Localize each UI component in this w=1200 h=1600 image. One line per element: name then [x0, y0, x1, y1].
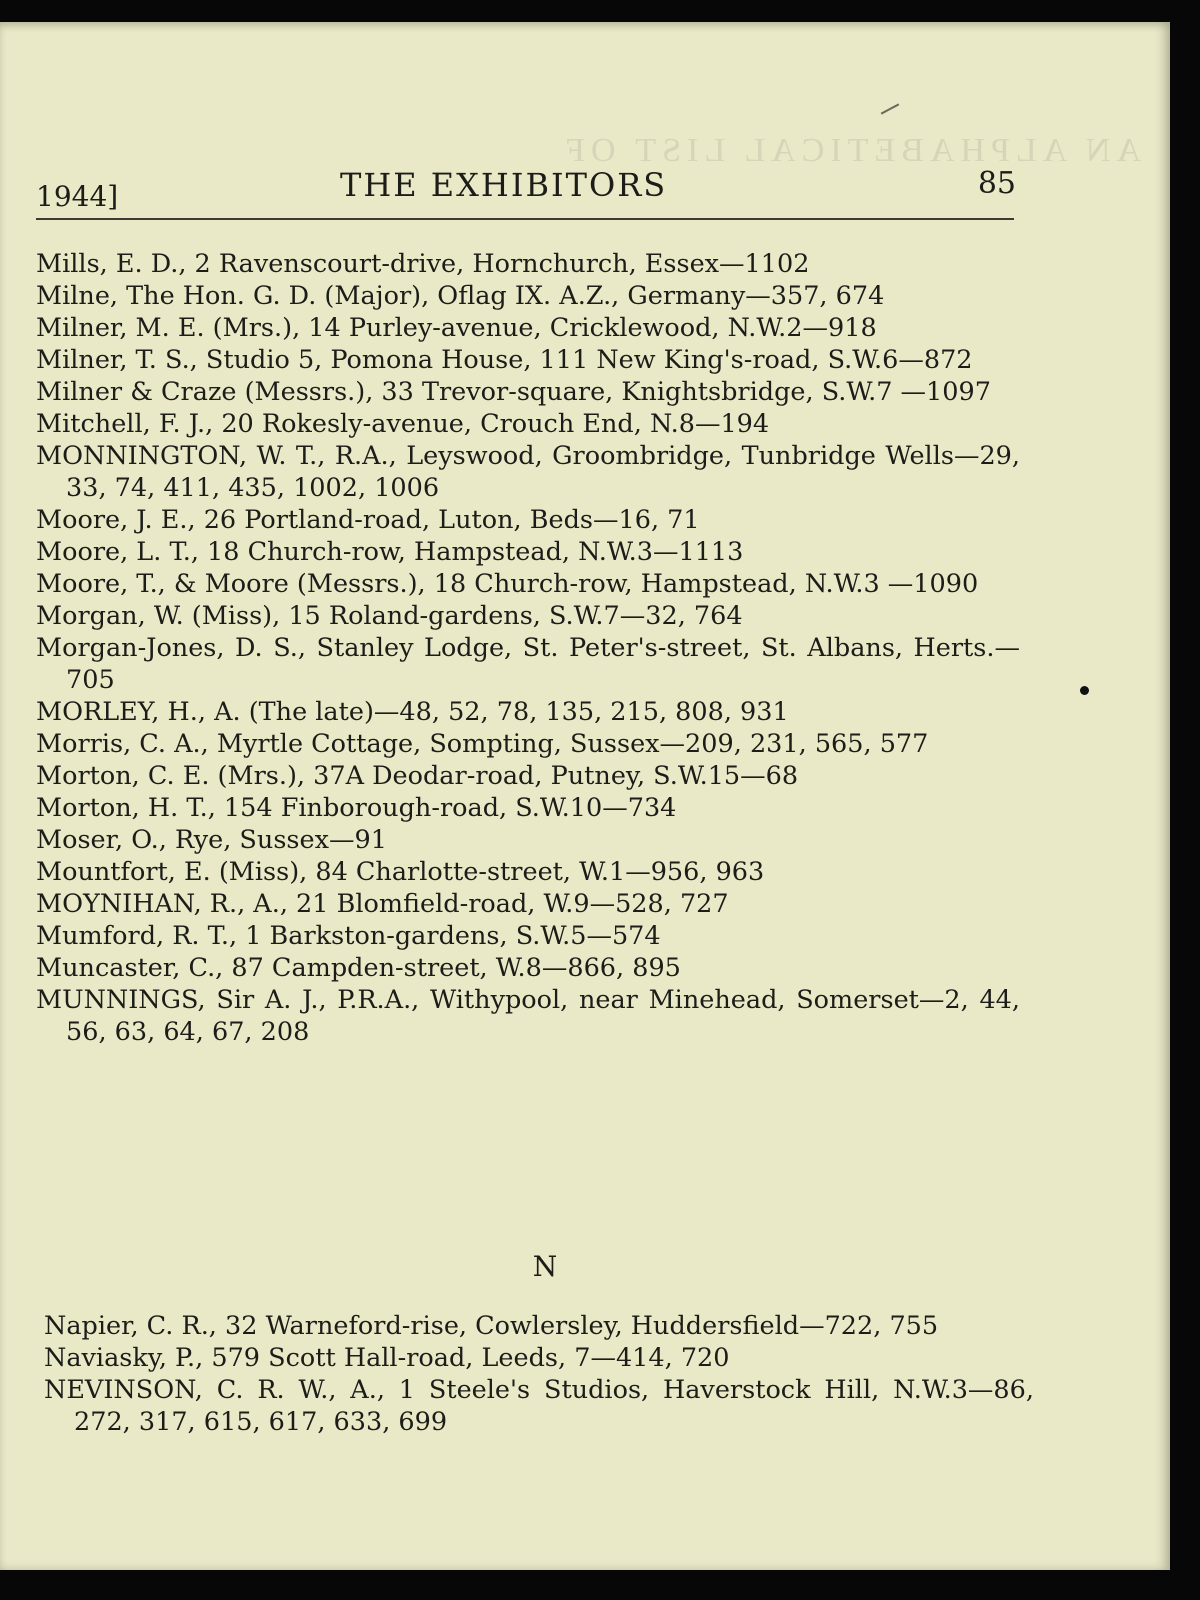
list-item: Milner, T. S., Studio 5, Pomona House, 111 New King's-road, S.W.6—872: [36, 345, 973, 375]
running-header: [36, 142, 1016, 212]
header-rule: [36, 218, 1014, 220]
list-item: Mitchell, F. J., 20 Rokesly-avenue, Crouch End, N.8—194: [36, 409, 770, 439]
list-item: Moser, O., Rye, Sussex—91: [36, 825, 387, 855]
list-item: Naviasky, P., 579 Scott Hall-road, Leeds, 7—414, 720: [44, 1343, 730, 1373]
list-item: Napier, C. R., 32 Warneford-rise, Cowlersley, Huddersfield—722, 755: [44, 1311, 939, 1341]
list-item: Muncaster, C., 87 Campden-street, W.8—866, 895: [36, 953, 681, 983]
list-item: Mountfort, E. (Miss), 84 Charlotte-street, W.1—956, 963: [36, 857, 765, 887]
pencil-mark: [881, 103, 900, 114]
header-year: 1944]: [36, 180, 119, 213]
list-item: MUNNINGS, Sir A. J., P.R.A., Withypool, near Minehead, Somerset—2, 44, 56, 63, 64, 67, 208: [36, 985, 1020, 1047]
list-item: NEVINSON, C. R. W., A., 1 Steele's Studios, Haverstock Hill, N.W.3—86, 272, 317, 615, 617, 633, 699: [44, 1375, 1034, 1437]
list-item: Milner & Craze (Messrs.), 33 Trevor-square, Knightsbridge, S.W.7 —1097: [36, 377, 991, 407]
section-heading-n: N: [532, 1250, 558, 1283]
book-page: [0, 22, 1170, 1570]
list-item: Milner, M. E. (Mrs.), 14 Purley-avenue, Cricklewood, N.W.2—918: [36, 313, 877, 343]
list-item: Mumford, R. T., 1 Barkston-gardens, S.W.5—574: [36, 921, 661, 951]
exhibitor-list-m: [36, 248, 1020, 1048]
list-item: Mills, E. D., 2 Ravenscourt-drive, Hornchurch, Essex—1102: [36, 249, 810, 279]
list-item: MORLEY, H., A. (The late)—48, 52, 78, 135, 215, 808, 931: [36, 697, 789, 727]
page-number: 85: [977, 166, 1016, 201]
list-item: MONNINGTON, W. T., R.A., Leyswood, Groombridge, Tunbridge Wells—29, 33, 74, 411, 435, 1002, 1006: [36, 441, 1020, 503]
page-title: THE EXHIBITORS: [340, 166, 668, 204]
list-item: Moore, J. E., 26 Portland-road, Luton, Beds—16, 71: [36, 505, 700, 535]
list-item: Morris, C. A., Myrtle Cottage, Sompting, Sussex—209, 231, 565, 577: [36, 729, 929, 759]
list-item: Morton, C. E. (Mrs.), 37A Deodar-road, Putney, S.W.15—68: [36, 761, 799, 791]
list-item: Morgan-Jones, D. S., Stanley Lodge, St. Peter's-street, St. Albans, Herts.—705: [36, 633, 1020, 695]
list-item: MOYNIHAN, R., A., 21 Blomfield-road, W.9—528, 727: [36, 889, 729, 919]
show-through-text: AN ALPHABETICAL LIST OF: [560, 132, 1141, 169]
list-item: Moore, T., & Moore (Messrs.), 18 Church-row, Hampstead, N.W.3 —1090: [36, 569, 979, 599]
list-item: Moore, L. T., 18 Church-row, Hampstead, N.W.3—1113: [36, 537, 744, 567]
ink-speck: [1080, 686, 1089, 695]
exhibitor-list-n: [44, 1310, 1034, 1438]
list-item: Morton, H. T., 154 Finborough-road, S.W.10—734: [36, 793, 677, 823]
list-item: Milne, The Hon. G. D. (Major), Oflag IX. A.Z., Germany—357, 674: [36, 281, 885, 311]
list-item: Morgan, W. (Miss), 15 Roland-gardens, S.W.7—32, 764: [36, 601, 743, 631]
